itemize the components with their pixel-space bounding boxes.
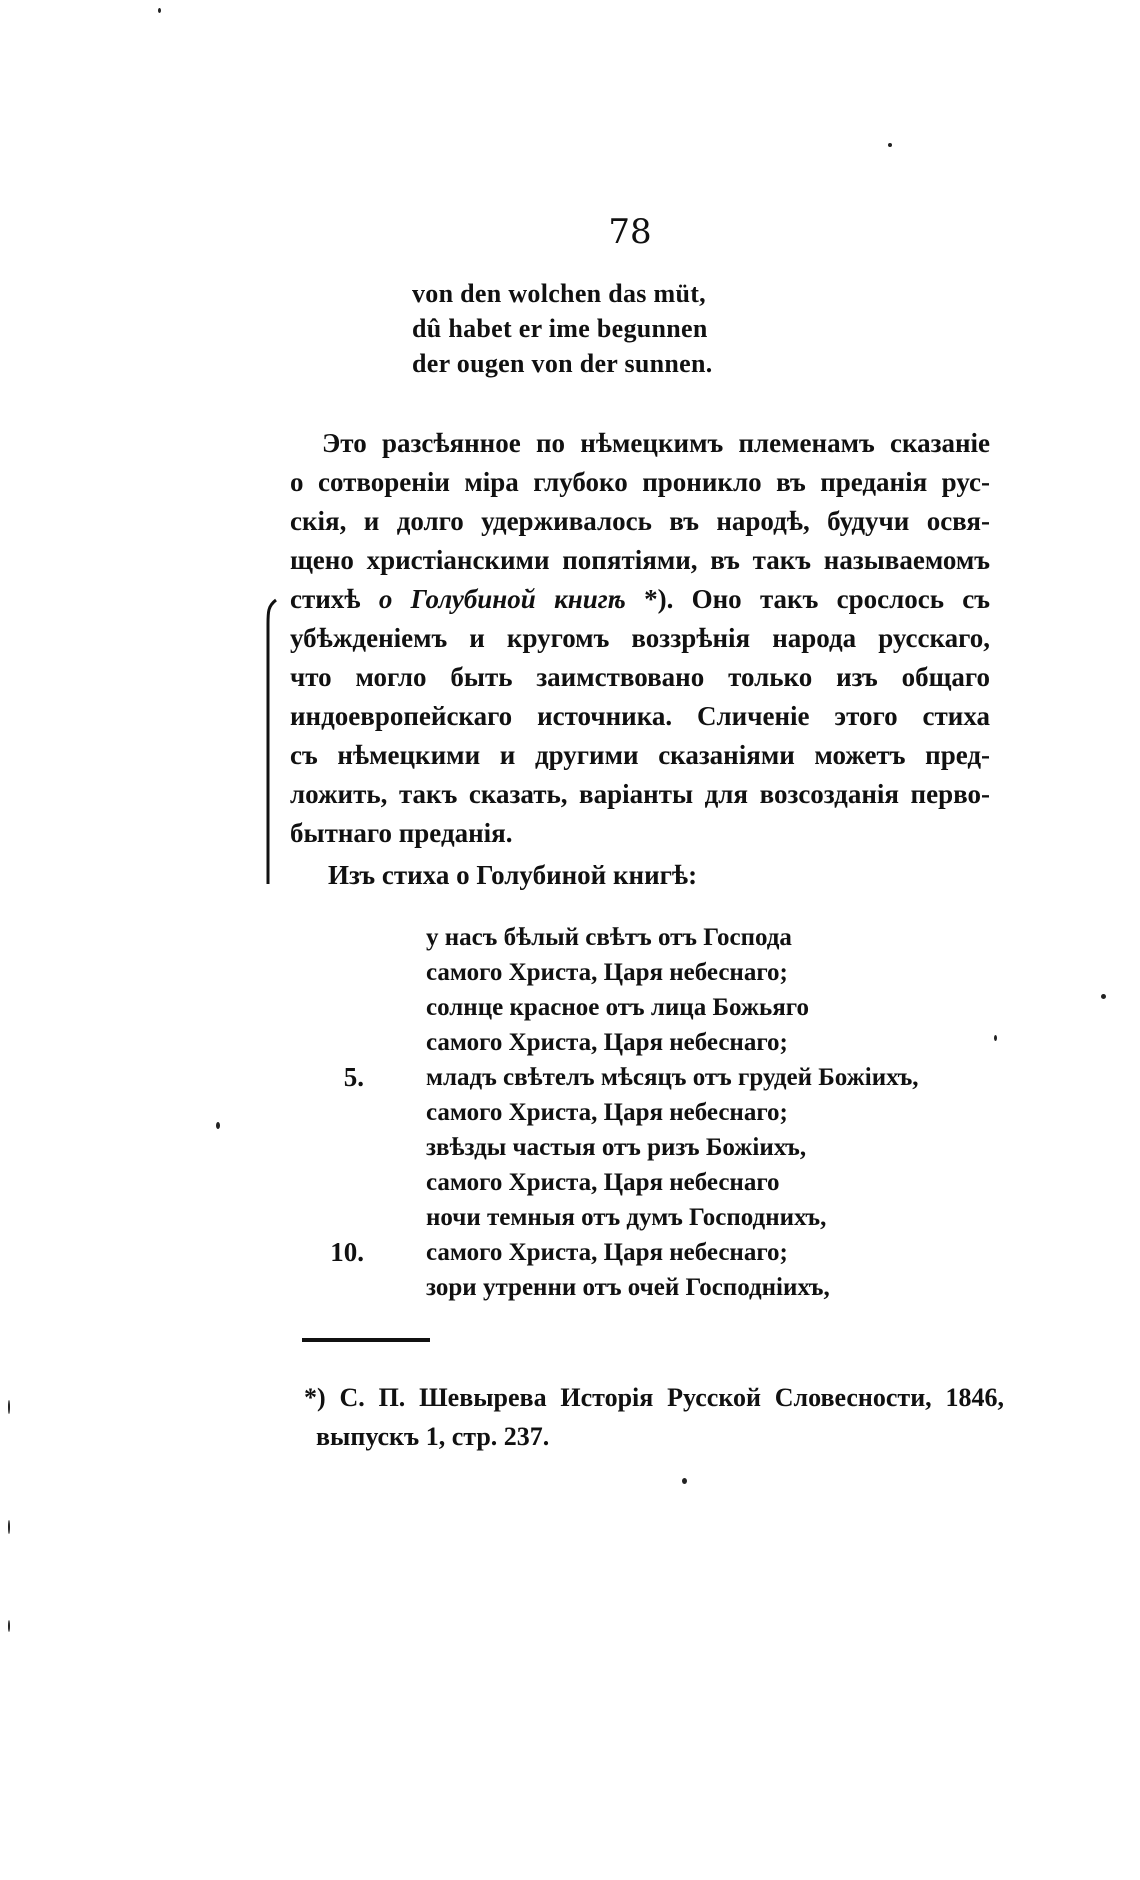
verse-line xyxy=(370,1095,919,1130)
verse-line xyxy=(370,1025,919,1060)
german-verse-line: der ougen von der sunnen. xyxy=(412,349,713,378)
verse-text: зори утренни отъ очей Господніихъ, xyxy=(426,1274,830,1301)
book-title-italic: о Голубиной книгѣ xyxy=(378,584,626,614)
verse-line xyxy=(370,1200,919,1235)
footnote xyxy=(304,1378,1004,1456)
scan-speck xyxy=(8,1520,10,1534)
verse-heading: Изъ стиха о Голубиной книгѣ: xyxy=(328,860,698,890)
paragraph-line: убѣжденіемъ и кругомъ воззрѣнія народа русскаго, xyxy=(290,623,990,653)
paragraph-line: индоевропейскаго источника. Сличеніе этого стиха xyxy=(290,701,990,731)
paragraph-text: стихѣ xyxy=(290,584,361,614)
margin-bracket-mark xyxy=(264,598,278,884)
paragraph-line: скія, и долго удерживалось въ народѣ, будучи освя- xyxy=(290,506,990,536)
paragraph-line: что могло быть заимствовано только изъ общаго xyxy=(290,662,990,692)
verse-text: самого Христа, Царя небеснаго xyxy=(426,1169,780,1196)
verse-text: самого Христа, Царя небеснаго; xyxy=(426,1029,788,1056)
german-verse-quote xyxy=(412,276,713,381)
footnote-divider xyxy=(302,1338,430,1342)
line-number: 10. xyxy=(330,1237,364,1267)
german-verse-line: dû habet er ime begunnen xyxy=(412,314,708,343)
verse-line xyxy=(370,1130,919,1165)
scan-speck xyxy=(216,1122,220,1129)
verse-line xyxy=(370,1270,919,1305)
paragraph-line: бытнаго преданія. xyxy=(290,818,513,848)
scan-speck xyxy=(8,1400,10,1414)
verse-line xyxy=(370,955,919,990)
paragraph-line: Это разсѣянное по нѣмецкимъ племенамъ сказаніе xyxy=(322,428,990,458)
verse-text: самого Христа, Царя небеснаго; xyxy=(426,1239,788,1266)
verse-text: самого Христа, Царя небеснаго; xyxy=(426,959,788,986)
line-number: 5. xyxy=(343,1062,364,1092)
paragraph-line: ложить, такъ сказать, варіанты для возсозданія перво- xyxy=(290,779,990,809)
verse-line xyxy=(370,990,919,1025)
verse-block xyxy=(330,920,919,1305)
verse-text: солнце красное отъ лица Божьяго xyxy=(426,994,809,1021)
page-number: 78 xyxy=(608,212,652,252)
paragraph-line: о сотвореніи міра глубоко проникло въ преданія рус- xyxy=(290,467,990,497)
footnote-line: *) С. П. Шевырева Исторія Русской Словесности, 1846, xyxy=(304,1383,1004,1412)
verse-text: у насъ бѣлый свѣтъ отъ Господа xyxy=(426,924,792,951)
footnote-reference: *). Оно такъ срослось съ xyxy=(644,584,991,614)
verse-line xyxy=(370,920,919,955)
main-paragraph xyxy=(290,424,990,853)
verse-text: ночи темныя отъ думъ Господнихъ, xyxy=(426,1204,827,1231)
verse-line xyxy=(370,1165,919,1200)
scan-speck xyxy=(994,1035,997,1041)
paragraph-line: съ нѣмецкими и другими сказаніями можетъ пред- xyxy=(290,740,990,770)
paragraph-line: щено христіанскими попятіями, въ такъ называемомъ xyxy=(290,545,990,575)
scan-speck xyxy=(158,8,161,13)
paragraph-line xyxy=(290,580,990,619)
verse-line xyxy=(330,1235,919,1270)
verse-text: младъ свѣтелъ мѣсяцъ отъ грудей Божіихъ, xyxy=(426,1064,919,1091)
verse-text: самого Христа, Царя небеснаго; xyxy=(426,1099,788,1126)
verse-line xyxy=(343,1060,919,1095)
scan-speck xyxy=(888,143,892,147)
footnote-line: выпускъ 1, стр. 237. xyxy=(316,1422,550,1451)
scan-speck xyxy=(1101,994,1106,999)
scan-speck xyxy=(682,1478,687,1484)
scan-speck xyxy=(8,1620,10,1632)
verse-text: звѣзды частыя отъ ризъ Божіихъ, xyxy=(426,1134,807,1161)
german-verse-line: von den wolchen das müt, xyxy=(412,279,706,308)
